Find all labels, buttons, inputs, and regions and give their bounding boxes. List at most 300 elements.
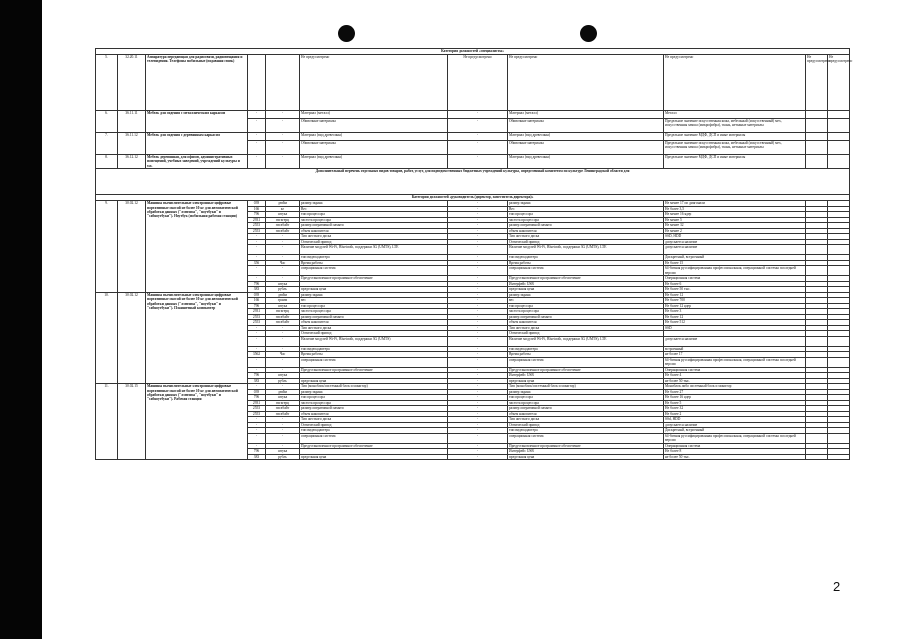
item-code: 32.20.11 xyxy=(118,55,146,111)
property-name-limit: Наличие модулей Wi-Fi, Bluetooth, поддержки 3G (UMTS), LTE xyxy=(508,336,664,346)
property-name-limit: Материал (вид древесины) xyxy=(508,133,664,141)
extra-col-1 xyxy=(806,266,828,276)
property-value: - xyxy=(448,400,508,406)
property-limit-value: Операционная система xyxy=(664,276,806,282)
property-value: Не предусмотрено xyxy=(448,55,508,111)
okei-code: 2931 xyxy=(248,217,266,223)
property-value: - xyxy=(448,325,508,331)
property-value: - xyxy=(448,234,508,240)
property-name-limit: вес xyxy=(508,298,664,304)
property-name: операционная система xyxy=(300,357,448,367)
unit-name: штука xyxy=(266,303,300,309)
property-limit-value: Не более 700 xyxy=(664,298,806,304)
property-value: - xyxy=(448,228,508,234)
property-value: - xyxy=(448,373,508,379)
property-value: - xyxy=(448,111,508,119)
okei-code: - xyxy=(248,133,266,141)
extra-col-2 xyxy=(828,454,850,460)
page-number: 2 xyxy=(833,579,841,594)
unit-name: - xyxy=(266,239,300,245)
property-name: объем накопителя xyxy=(300,411,448,417)
property-value: - xyxy=(448,346,508,352)
property-name-limit: размер оперативной памяти xyxy=(508,406,664,412)
item-number: 10. xyxy=(96,292,118,384)
okei-code: 796 xyxy=(248,395,266,401)
property-value: - xyxy=(448,309,508,315)
property-name: размер экрана xyxy=(300,201,448,207)
item-name: Мебель деревянная, для офисов, административных помещений, учебных заведений, учреждений культуры и т.п. xyxy=(146,155,248,169)
property-limit-value: Не более 12 xyxy=(664,314,806,320)
property-name: Материал (вид древесины) xyxy=(300,133,448,141)
unit-name: - xyxy=(266,433,300,443)
okei-code: - xyxy=(248,155,266,169)
extra-col-1 xyxy=(806,336,828,346)
unit-name: - xyxy=(266,111,300,119)
unit-name: - xyxy=(266,357,300,367)
unit-name: гигабайт xyxy=(266,223,300,229)
okei-code: 796 xyxy=(248,449,266,455)
extra-col-1 xyxy=(806,454,828,460)
property-name: частота процессора xyxy=(300,400,448,406)
unit-name: - xyxy=(266,234,300,240)
okei-code: - xyxy=(248,325,266,331)
extra-col-2 xyxy=(828,245,850,255)
property-limit-value: встроенный xyxy=(664,346,806,352)
property-name-limit: предельная цена xyxy=(508,454,664,460)
okei-code: - xyxy=(248,119,266,133)
property-value: - xyxy=(448,378,508,384)
property-name-limit: размер экрана xyxy=(508,201,664,207)
property-name-limit: Тип жесткого диска xyxy=(508,417,664,423)
property-value: - xyxy=(448,217,508,223)
property-name-limit: размер оперативной памяти xyxy=(508,314,664,320)
property-name: предельная цена xyxy=(300,454,448,460)
property-name-limit: Тип жесткого диска xyxy=(508,325,664,331)
property-name: предельная цена xyxy=(300,287,448,293)
extra-col-2 xyxy=(828,266,850,276)
property-name-limit: Обивочные материалы xyxy=(508,119,664,133)
property-name-limit: Тип (моноблок/системный блок и монитор) xyxy=(508,384,664,390)
unit-name: Час xyxy=(266,352,300,358)
property-name-limit: тип процессора xyxy=(508,303,664,309)
property-value: - xyxy=(448,266,508,276)
okei-code: 796 xyxy=(248,373,266,379)
property-name: Наличие модулей Wi-Fi, Bluetooth, поддержки 3G (UMTS) xyxy=(300,336,448,346)
property-name: Время работы xyxy=(300,352,448,358)
okei-code: 2553 xyxy=(248,406,266,412)
table-row xyxy=(96,55,850,111)
okei-code: - xyxy=(248,443,266,449)
unit-name: - xyxy=(266,119,300,133)
property-name-limit: частота процессора xyxy=(508,217,664,223)
property-name: размер оперативной памяти xyxy=(300,314,448,320)
extra-col-2: Не предусмотрено xyxy=(828,55,850,111)
unit-name: - xyxy=(266,443,300,449)
extra-col-2 xyxy=(828,133,850,141)
unit-name: штука xyxy=(266,373,300,379)
unit-name: штука xyxy=(266,449,300,455)
property-name-limit: тип видеоадаптера xyxy=(508,346,664,352)
unit-name: гигабайт xyxy=(266,411,300,417)
property-name-limit: Предустановленное программное обеспечение xyxy=(508,443,664,449)
property-value: - xyxy=(448,239,508,245)
property-limit-value: Не более 12 xyxy=(664,292,806,298)
property-limit-value: допускается наличие xyxy=(664,239,806,245)
okei-code xyxy=(248,55,266,111)
item-code: 36.11.11 xyxy=(118,111,146,133)
property-name: Предустановленное программное обеспечение xyxy=(300,276,448,282)
property-name-limit: объем накопителя xyxy=(508,411,664,417)
property-limit-value: Не более 4 xyxy=(664,373,806,379)
extra-col-1 xyxy=(806,245,828,255)
property-limit-value: Дискретный, встроенный xyxy=(664,255,806,261)
property-name: операционная система xyxy=(300,433,448,443)
property-value: - xyxy=(448,449,508,455)
property-value: - xyxy=(448,287,508,293)
property-name-limit: операционная система xyxy=(508,266,664,276)
property-name: Обивочные материалы xyxy=(300,141,448,155)
binder-hole-left xyxy=(338,25,355,42)
property-name: Тип жесткого диска xyxy=(300,325,448,331)
extra-col-1 xyxy=(806,119,828,133)
property-value: - xyxy=(448,155,508,169)
unit-name: - xyxy=(266,346,300,352)
okei-code: - xyxy=(248,111,266,119)
extra-col-2 xyxy=(828,155,850,169)
property-name-limit: Оптический привод xyxy=(508,239,664,245)
property-limit-value: SSD, HDD xyxy=(664,234,806,240)
limits-table xyxy=(95,48,853,460)
property-name-limit: частота процессора xyxy=(508,400,664,406)
property-name-limit: Время работы xyxy=(508,260,664,266)
item-code: 36.11.12 xyxy=(118,133,146,155)
okei-code: - xyxy=(248,331,266,337)
okei-code: - xyxy=(248,433,266,443)
property-name-limit: тип процессора xyxy=(508,212,664,218)
unit-name: Час xyxy=(266,260,300,266)
property-limit-value: Не более 12 ядер xyxy=(664,303,806,309)
property-value: - xyxy=(448,422,508,428)
okei-code: 039 xyxy=(248,201,266,207)
okei-code: - xyxy=(248,346,266,352)
property-limit-value: Дискретный, встроенный xyxy=(664,428,806,434)
okei-code: 166 xyxy=(248,206,266,212)
okei-code: - xyxy=(248,266,266,276)
item-name: Аппаратура передающая для радиосвязи, радиовещания и телевидения. Телефоны мобильные (подавшая связь) xyxy=(146,55,248,111)
property-name: тип процессора xyxy=(300,303,448,309)
unit-name xyxy=(266,55,300,111)
extra-col-2 xyxy=(828,336,850,346)
property-name-limit: размер оперативной памяти xyxy=(508,223,664,229)
property-name: Не предусмотрено xyxy=(300,55,448,111)
property-value: - xyxy=(448,352,508,358)
okei-code: - xyxy=(248,336,266,346)
unit-name: - xyxy=(266,141,300,155)
property-value: - xyxy=(448,133,508,141)
okei-code: - xyxy=(248,357,266,367)
property-name-limit: предельная цена xyxy=(508,287,664,293)
item-name: Машины вычислительные электронные цифровые портативные массой не более 10 кг для автоматической обработки данных ("лэптопы", "ноутбуки" и "сабноутбуки"). Ноутбук (мобильная рабочая станция) xyxy=(146,201,248,293)
extra-col-1 xyxy=(806,133,828,141)
item-code: 30.02.12 xyxy=(118,292,146,384)
property-name-limit: предельная цена xyxy=(508,378,664,384)
property-value: - xyxy=(448,411,508,417)
property-name: размер оперативной памяти xyxy=(300,406,448,412)
property-limit-value: SSD xyxy=(664,325,806,331)
property-limit-value: Операционная система xyxy=(664,443,806,449)
okei-code: - xyxy=(248,234,266,240)
property-limit-value: допускается наличие xyxy=(664,336,806,346)
property-name-limit: размер экрана xyxy=(508,389,664,395)
property-value: - xyxy=(448,428,508,434)
table-row xyxy=(96,155,850,169)
property-name: Обивочные материалы xyxy=(300,119,448,133)
property-name-limit: тип процессора xyxy=(508,395,664,401)
property-name-limit: Интерфейс USB xyxy=(508,373,664,379)
property-limit-value: Предельное значение искусственная кожа, мебельный (искусственный) мех, искусственная замша (микрофибра), ткань, нетканые материалы xyxy=(664,141,806,155)
property-value: - xyxy=(448,331,508,337)
unit-name: - xyxy=(266,255,300,261)
property-name-limit: объем накопителя xyxy=(508,320,664,326)
property-name-limit: тип видеоадаптера xyxy=(508,428,664,434)
property-limit-value: Металл xyxy=(664,111,806,119)
property-limit-value: Не предусмотрено xyxy=(664,55,806,111)
unit-name: дюйм xyxy=(266,292,300,298)
item-number: 7. xyxy=(96,133,118,155)
property-limit-value: 64-битная руссифицированная профессиональная, операционной системы последней версии xyxy=(664,433,806,443)
property-limit-value: не более 50 тыс. xyxy=(664,378,806,384)
property-limit-value: Не более 5 xyxy=(664,400,806,406)
unit-name: - xyxy=(266,155,300,169)
property-name-limit: Обивочные материалы xyxy=(508,141,664,155)
okei-code: 166 xyxy=(248,298,266,304)
property-name-limit: Время работы xyxy=(508,352,664,358)
property-value: - xyxy=(448,336,508,346)
property-limit-value: допускается наличие xyxy=(664,245,806,255)
okei-code: - xyxy=(248,417,266,423)
property-name-limit: Вес xyxy=(508,206,664,212)
table-row xyxy=(96,111,850,119)
extra-col-1: Не предусмотрено xyxy=(806,55,828,111)
property-limit-value: Не более 27 xyxy=(664,389,806,395)
unit-name: - xyxy=(266,336,300,346)
property-limit-value: допускается наличие xyxy=(664,422,806,428)
category-header: Категория должностей «руководитель (директор, заместитель директора)» xyxy=(96,195,850,201)
property-limit-value: 64-битная руссифицированная профессиональная, операционной системы последней версии xyxy=(664,266,806,276)
unit-name: - xyxy=(266,325,300,331)
property-value: - xyxy=(448,433,508,443)
property-name-limit: операционная система xyxy=(508,357,664,367)
binder-hole-right xyxy=(580,25,597,42)
extra-col-1 xyxy=(806,155,828,169)
property-name: Наличие модулей Wi-Fi, Bluetooth, поддержки 3G (UMTS), LTE xyxy=(300,245,448,255)
okei-code: 383 xyxy=(248,454,266,460)
property-value: - xyxy=(448,292,508,298)
unit-name: рубль xyxy=(266,287,300,293)
okei-code: - xyxy=(248,239,266,245)
property-limit-value: Не менее 5 xyxy=(664,217,806,223)
item-name: Машины вычислительные электронные цифровые портативные массой не более 10 кг для автоматической обработки данных ("лэптопы", "ноутбуки" и "сабноутбуки"). Планшетный компьютер xyxy=(146,292,248,384)
okei-code: 2553 xyxy=(248,223,266,229)
property-name: Оптический привод xyxy=(300,239,448,245)
extra-col-2 xyxy=(828,141,850,155)
item-name: Машины вычислительные электронные цифровые портативные массой не более 10 кг для автоматической обработки данных ("лэптопы", "ноутбуки" и "сабноутбуки"). Рабочая станция xyxy=(146,384,248,460)
unit-name: - xyxy=(266,384,300,390)
property-name: частота процессора xyxy=(300,309,448,315)
okei-code: 2931 xyxy=(248,309,266,315)
item-number: 6. xyxy=(96,111,118,133)
okei-code: 356 xyxy=(248,260,266,266)
unit-name: - xyxy=(266,276,300,282)
property-value: - xyxy=(448,395,508,401)
unit-name: грамм xyxy=(266,298,300,304)
property-name-limit: объем накопителя xyxy=(508,228,664,234)
property-value: - xyxy=(448,212,508,218)
okei-code: - xyxy=(248,276,266,282)
property-value: - xyxy=(448,443,508,449)
property-limit-value: Не менее 17 по диагонали xyxy=(664,201,806,207)
property-value: - xyxy=(448,406,508,412)
property-value: - xyxy=(448,281,508,287)
property-limit-value: Предельное значение МДФ, ДСП и иные материалы xyxy=(664,133,806,141)
property-limit-value: Не более 15 xyxy=(664,260,806,266)
property-value: - xyxy=(448,255,508,261)
okei-code: 383 xyxy=(248,378,266,384)
unit-name: дюйм xyxy=(266,389,300,395)
property-name-limit: тип видеоадаптера xyxy=(508,255,664,261)
okei-code: - xyxy=(248,255,266,261)
table-row xyxy=(96,169,850,195)
extra-col-1 xyxy=(806,357,828,367)
property-value: - xyxy=(448,141,508,155)
property-name-limit: Наличие модулей Wi-Fi, Bluetooth, поддержки 3G (UMTS), LTE xyxy=(508,245,664,255)
okei-code: - xyxy=(248,245,266,255)
item-number: 9. xyxy=(96,201,118,293)
property-limit-value: Операционная система xyxy=(664,367,806,373)
property-value: - xyxy=(448,201,508,207)
property-name: Оптический привод xyxy=(300,422,448,428)
property-name-limit: размер экрана xyxy=(508,292,664,298)
okei-code: 796 xyxy=(248,281,266,287)
extra-col-1 xyxy=(806,111,828,119)
okei-code: 2553 xyxy=(248,228,266,234)
extra-col-2 xyxy=(828,119,850,133)
property-value: - xyxy=(448,260,508,266)
property-limit-value: Не более 8 xyxy=(664,449,806,455)
section-title: Дополнительный перечень отдельных видов товаров, работ, услуг, для подведомственных бюджетных учреждений культуры, определенный комитетом по культуре Ленинградской области для xyxy=(96,169,850,195)
property-name: размер экрана xyxy=(300,292,448,298)
property-value: - xyxy=(448,119,508,133)
okei-code: - xyxy=(248,428,266,434)
unit-name: рубль xyxy=(266,378,300,384)
unit-name: гигагерц xyxy=(266,400,300,406)
property-name: объем накопителя xyxy=(300,320,448,326)
property-value: - xyxy=(448,314,508,320)
unit-name: - xyxy=(266,133,300,141)
property-value: - xyxy=(448,384,508,390)
table-row xyxy=(96,133,850,141)
property-name: Тип (моноблок/системный блок и монитор) xyxy=(300,384,448,390)
property-limit-value: Не более 3,5 xyxy=(664,206,806,212)
unit-name: - xyxy=(266,417,300,423)
property-value: - xyxy=(448,223,508,229)
property-name-limit: частота процессора xyxy=(508,309,664,315)
property-name: Тип жесткого диска xyxy=(300,234,448,240)
property-name: Материал (металл) xyxy=(300,111,448,119)
property-limit-value: Не более 32 xyxy=(664,406,806,412)
property-name: Предустановленное программное обеспечение xyxy=(300,367,448,373)
property-limit-value: Не более 16 ядер xyxy=(664,395,806,401)
unit-name: дюйм xyxy=(266,201,300,207)
property-name: Вес xyxy=(300,206,448,212)
property-name: вес xyxy=(300,298,448,304)
property-value: - xyxy=(448,206,508,212)
property-limit-value: Не менее 2 xyxy=(664,228,806,234)
property-value: - xyxy=(448,245,508,255)
extra-col-1 xyxy=(806,433,828,443)
extra-col-1 xyxy=(806,141,828,155)
unit-name: рубль xyxy=(266,454,300,460)
unit-name: гигабайт xyxy=(266,320,300,326)
okei-code: 796 xyxy=(248,212,266,218)
okei-code: 039 xyxy=(248,389,266,395)
unit-name: гигабайт xyxy=(266,228,300,234)
property-name-limit: Материал (вид древесины) xyxy=(508,155,664,169)
unit-name: штука xyxy=(266,212,300,218)
property-name-limit: Оптический привод xyxy=(508,422,664,428)
okei-code: 2931 xyxy=(248,400,266,406)
property-value: - xyxy=(448,367,508,373)
property-limit-value: Не более 6 xyxy=(664,281,806,287)
property-limit-value: Предельное значение МДФ, ДСП и иные материалы xyxy=(664,155,806,169)
unit-name: - xyxy=(266,331,300,337)
property-name: тип процессора xyxy=(300,395,448,401)
property-limit-value: Не более 3 xyxy=(664,309,806,315)
property-limit-value: Предельное значение искусственная кожа, мебельный (искусственный) мех, искусственная замша (микрофибра), ткань, нетканые материалы xyxy=(664,119,806,133)
extra-col-2 xyxy=(828,111,850,119)
property-limit-value: не более 50 тыс. xyxy=(664,454,806,460)
unit-name: штука xyxy=(266,395,300,401)
item-number: 5. xyxy=(96,55,118,111)
property-name-limit: Оптический привод xyxy=(508,331,664,337)
unit-name: - xyxy=(266,266,300,276)
property-name: тип видеоадаптера xyxy=(300,428,448,434)
property-value: - xyxy=(448,357,508,367)
unit-name: - xyxy=(266,245,300,255)
unit-name: - xyxy=(266,367,300,373)
unit-name: гигабайт xyxy=(266,314,300,320)
property-value: - xyxy=(448,303,508,309)
property-value: - xyxy=(448,389,508,395)
property-limit-value: Не более 50 тыс. xyxy=(664,287,806,293)
property-name: предельная цена xyxy=(300,378,448,384)
document-sheet xyxy=(95,48,853,460)
okei-code: 796 xyxy=(248,303,266,309)
property-name: Предустановленное программное обеспечение xyxy=(300,443,448,449)
property-name-limit: Предустановленное программное обеспечение xyxy=(508,367,664,373)
category-header: Категория должностей «специалисты» xyxy=(96,49,850,55)
property-name-limit: Материал (металл) xyxy=(508,111,664,119)
property-name-limit: Предустановленное программное обеспечение xyxy=(508,276,664,282)
okei-code: 383 xyxy=(248,287,266,293)
okei-code: - xyxy=(248,422,266,428)
unit-name: - xyxy=(266,422,300,428)
property-name: размер оперативной памяти xyxy=(300,223,448,229)
unit-name: гигагерц xyxy=(266,217,300,223)
okei-code: 2553 xyxy=(248,320,266,326)
property-value: - xyxy=(448,320,508,326)
scan-left-edge xyxy=(0,0,42,639)
